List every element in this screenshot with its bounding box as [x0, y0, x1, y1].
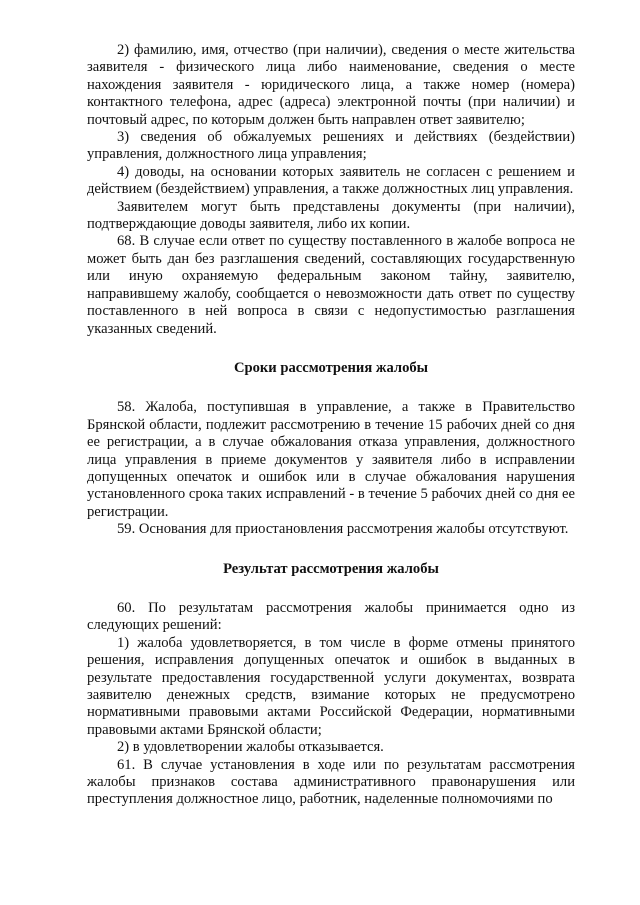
paragraph-item-61: 61. В случае установления в ходе или по результатам рассмотрения жалобы признаков состава административного правонарушения или преступления должностное лицо, работник, наделенные полномочиями по: [87, 756, 575, 808]
paragraph-item-59: 59. Основания для приостановления рассмотрения жалобы отсутствуют.: [117, 521, 569, 538]
paragraph-arguments: 4) доводы, на основании которых заявитель не согласен с решением и действием (бездействием) управления, а также должностных лиц управления.: [87, 163, 575, 198]
section-heading-review-result: Результат рассмотрения жалобы: [223, 560, 439, 577]
paragraph-appealed-decisions: 3) сведения об обжалуемых решениях и действиях (бездействии) управления, должностного лица управления;: [87, 129, 575, 163]
paragraph-decision-refused: 2) в удовлетворении жалобы отказывается.: [117, 739, 384, 756]
paragraph-supporting-documents: Заявителем могут быть представлены документы (при наличии), подтверждающие доводы заявителя, либо их копии.: [87, 198, 575, 233]
paragraph-decision-satisfied: 1) жалоба удовлетворяется, в том числе в форме отмены принятого решения, исправления допущенных опечаток и ошибок в выданных в результате предоставления государственной услуги документах, возврата заявителю денежных средств, взимание которых не предусмотрено нормативными правовыми актами Российской Федерации, нормативными правовыми актами Брянской области;: [87, 634, 575, 738]
paragraph-item-68: 68. В случае если ответ по существу поставленного в жалобе вопроса не может быть дан без разглашения сведений, составляющих государственную или иную охраняемую федеральным законом тайну, заявителю, направившему жалобу, сообщается о невозможности дать ответ по существу поставленного в ней вопроса в связи с недопустимостью разглашения указанных сведений.: [87, 233, 575, 337]
section-heading-review-terms: Сроки рассмотрения жалобы: [233, 359, 429, 376]
paragraph-item-58: 58. Жалоба, поступившая в управление, а также в Правительство Брянской области, подлежит рассмотрению в течение 15 рабочих дней со дня ее регистрации, а в случае обжалования отказа управления, должностного лица управления в приеме документов у заявителя либо в исправлении допущенных опечаток и ошибок или в случае обжалования нарушения установленного срока таких исправлений - в течение 5 рабочих дней со дня ее регистрации.: [87, 399, 575, 520]
document-page: [87, 42, 575, 809]
paragraph-applicant-details: 2) фамилию, имя, отчество (при наличии), сведения о месте жительства заявителя - физического лица либо наименование, сведения о месте нахождения заявителя - юридического лица, а также номер (номера) контактного телефона, адрес (адреса) электронной почты (при наличии) и почтовый адрес, по которым должен быть направлен ответ заявителю;: [87, 42, 575, 128]
paragraph-item-60: 60. По результатам рассмотрения жалобы принимается одно из следующих решений:: [87, 599, 575, 634]
